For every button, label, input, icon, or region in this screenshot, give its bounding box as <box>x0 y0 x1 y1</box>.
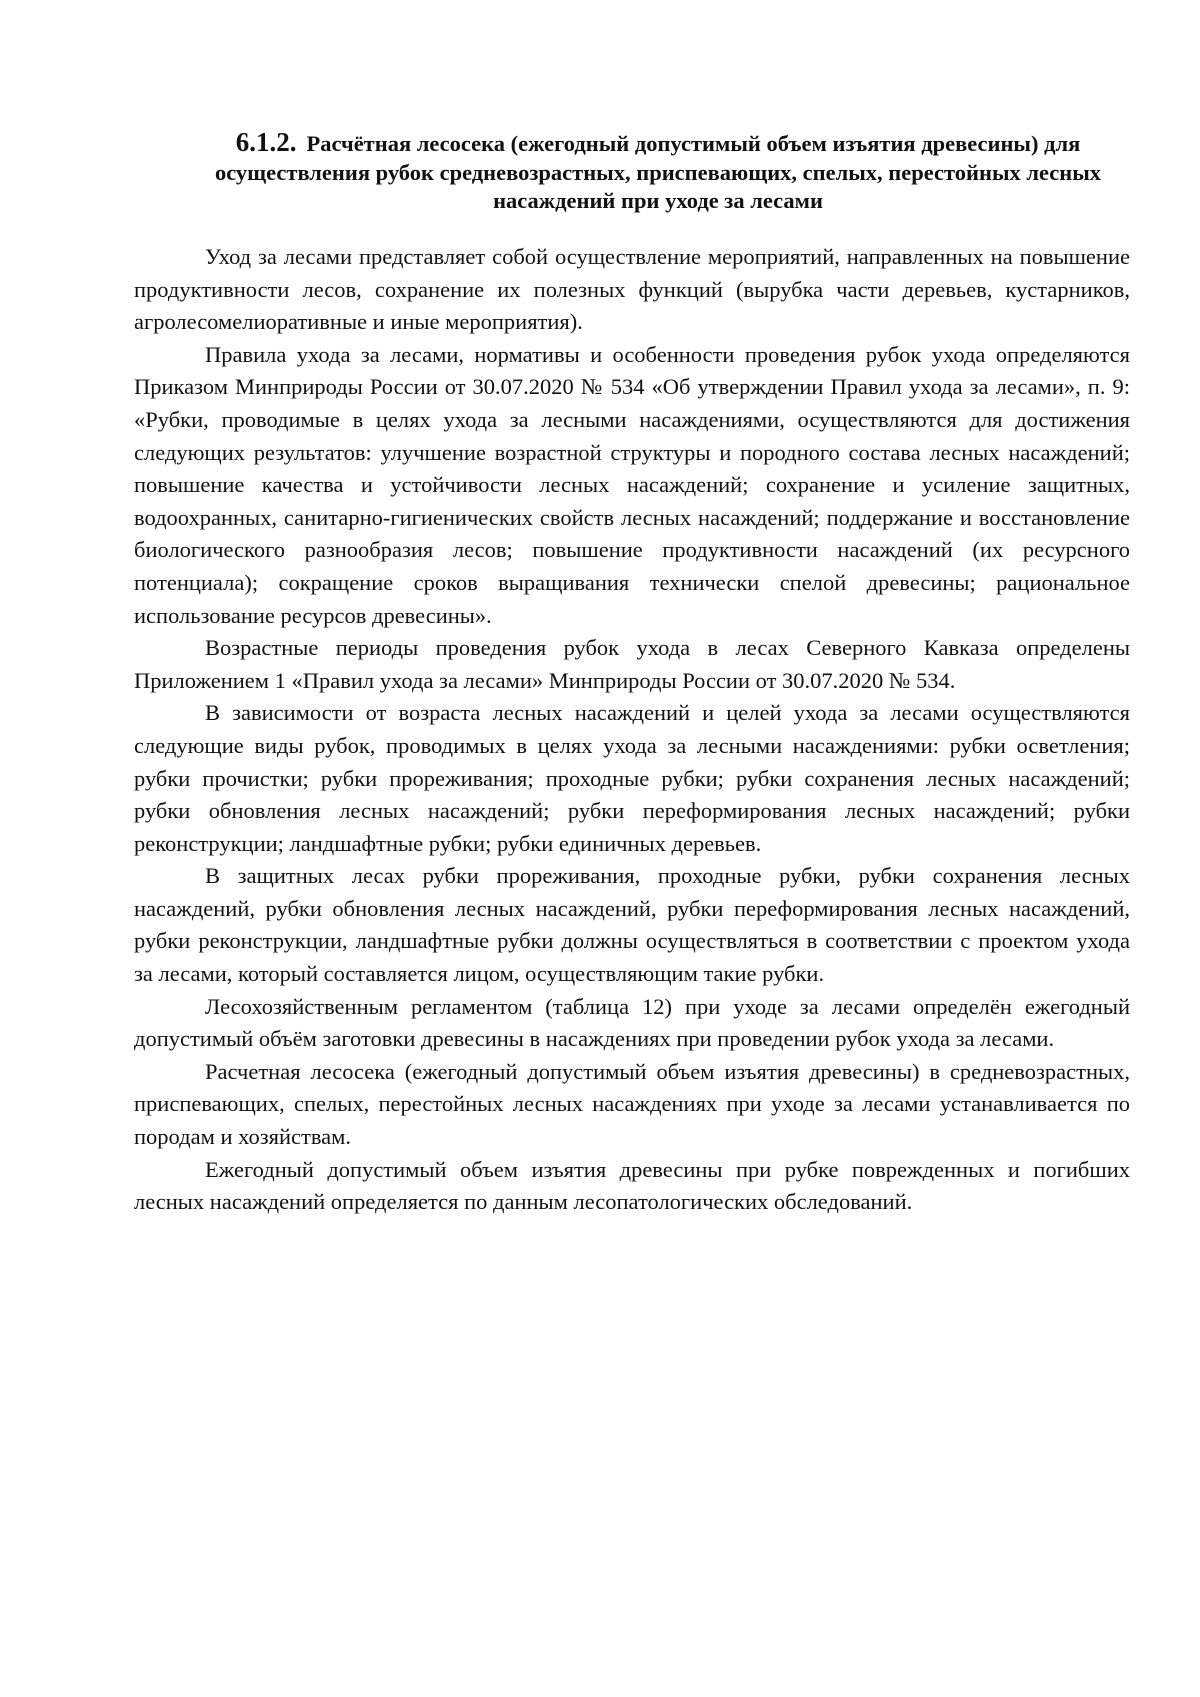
paragraph-2: Правила ухода за лесами, нормативы и особенности проведения рубок ухода определяются Приказом Минприроды России от 30.07.2020 № 534 «Об утверждении Правил ухода за лесами», п. 9: «Рубки, проводимые в целях ухода за лесными насаждениями, осуществляются для достижения следующих результатов: улучшение возрастной структуры и породного состава лесных насаждений; повышение качества и устойчивости лесных насаждений; сохранение и усиление защитных, водоохранных, санитарно-гигиенических свойств лесных насаждений; поддержание и восстановление биологического разнообразия лесов; повышение продуктивности насаждений (их ресурсного потенциала); сокращение сроков выращивания технически спелой древесины; рациональное использование ресурсов древесины». <box>134 341 1130 628</box>
paragraph-7: Расчетная лесосека (ежегодный допустимый объем изъятия древесины) в средневозрастных, приспевающих, спелых, перестойных лесных насаждениях при уходе за лесами устанавливается по породам и хозяйствам. <box>134 1058 1130 1150</box>
paragraph-8: Ежегодный допустимый объем изъятия древесины при рубке поврежденных и погибших лесных насаждений определяется по данным лесопатологических обследований. <box>134 1156 1130 1215</box>
section-heading <box>178 128 1138 216</box>
paragraph-5: В защитных лесах рубки прореживания, проходные рубки, рубки сохранения лесных насаждений, рубки обновления лесных насаждений, рубки переформирования лесных насаждений, рубки реконструкции, ландшафтные рубки должны осуществляться в соответствии с проектом ухода за лесами, который составляется лицом, осуществляющим такие рубки. <box>134 863 1130 987</box>
paragraph-4: В зависимости от возраста лесных насаждений и целей ухода за лесами осуществляются следующие виды рубок, проводимых в целях ухода за лесными насаждениями: рубки осветления; рубки прочистки; рубки прореживания; проходные рубки; рубки сохранения лесных насаждений; рубки обновления лесных насаждений; рубки переформирования лесных насаждений; рубки реконструкции; ландшафтные рубки; рубки единичных деревьев. <box>134 700 1130 856</box>
body-text <box>134 241 1130 1219</box>
paragraph-1: Уход за лесами представляет собой осуществление мероприятий, направленных на повышение продуктивности лесов, сохранение их полезных функций (вырубка части деревьев, кустарников, агролесомелиоративные и иные мероприятия). <box>134 244 1130 335</box>
paragraph-6: Лесохозяйственным регламентом (таблица 12) при уходе за лесами определён ежегодный допустимый объём заготовки древесины в насаждениях при проведении рубок ухода за лесами. <box>134 993 1130 1052</box>
paragraph-3: Возрастные периоды проведения рубок ухода в лесах Северного Кавказа определены Приложением 1 «Правил ухода за лесами» Минприроды России от 30.07.2020 № 534. <box>134 635 1130 693</box>
section-title: Расчётная лесосека (ежегодный допустимый объем изъятия древесины) для осуществления рубок средневозрастных, приспевающих, спелых, перестойных лесных насаждений при уходе за лесами <box>214 131 1102 213</box>
section-number: 6.1.2. <box>235 127 297 157</box>
